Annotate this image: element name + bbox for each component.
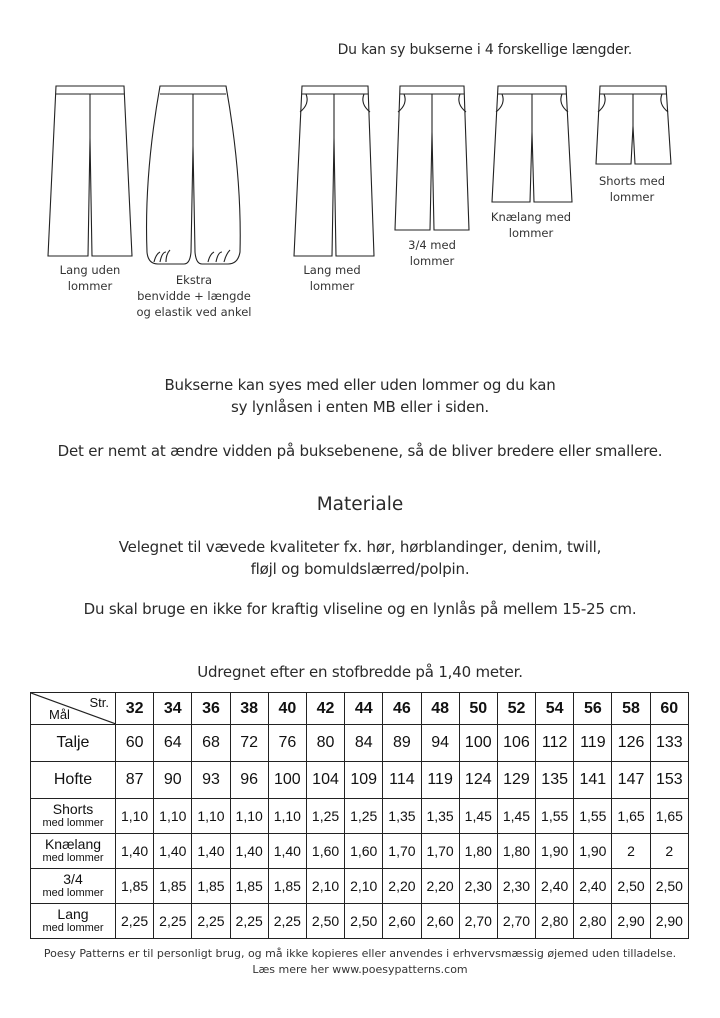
- caption-long-no-pockets: Lang uden lommer: [59, 263, 121, 293]
- caption-extra-wide: Ekstra benvidde + længde og elastik ved ankel: [136, 273, 252, 319]
- row-label-sub: med lommer: [42, 922, 104, 934]
- size-header: 46: [383, 693, 421, 725]
- table-cell: 2,70: [497, 904, 535, 939]
- row-label-text: Hofte: [53, 771, 93, 788]
- table-cell: 1,85: [116, 869, 154, 904]
- leg-width-text: Det er nemt at ændre vidden på buksebenene, så de bliver bredere eller smallere.: [57, 442, 663, 460]
- table-cell: 60: [116, 725, 154, 762]
- table-cell: 76: [268, 725, 306, 762]
- materials-heading: Materiale: [316, 494, 404, 515]
- size-header: 32: [116, 693, 154, 725]
- table-cell: 106: [497, 725, 535, 762]
- table-cell: 126: [612, 725, 650, 762]
- knee-pants-icon: [490, 86, 574, 206]
- table-cell: 2,50: [650, 869, 688, 904]
- caption-shorts: Shorts med lommer: [598, 174, 666, 204]
- table-row: [31, 762, 689, 799]
- table-cell: 90: [154, 762, 192, 799]
- table-cell: 104: [306, 762, 344, 799]
- table-cell: 1,25: [345, 799, 383, 834]
- size-header: 38: [230, 693, 268, 725]
- row-label: [31, 725, 116, 762]
- table-cell: 2,25: [116, 904, 154, 939]
- table-cell: 89: [383, 725, 421, 762]
- size-table: [30, 692, 689, 939]
- materials-text: Velegnet til vævede kvaliteter fx. hør, hørblandinger, denim, twill, fløjl og bomuldslærred/polpin.: [118, 538, 602, 578]
- size-header: 36: [192, 693, 230, 725]
- row-label-text: Lang: [57, 906, 89, 922]
- table-cell: 64: [154, 725, 192, 762]
- table-cell: 135: [536, 762, 574, 799]
- table-cell: 1,10: [192, 799, 230, 834]
- row-label-sub: med lommer: [42, 817, 104, 829]
- table-cell: 1,55: [574, 799, 612, 834]
- table-cell: 2,10: [306, 869, 344, 904]
- table-cell: 1,85: [268, 869, 306, 904]
- size-header: 52: [497, 693, 535, 725]
- row-label-sub: med lommer: [42, 852, 104, 864]
- caption-knee-length: Knælang med lommer: [490, 210, 572, 240]
- table-cell: 72: [230, 725, 268, 762]
- size-header: 40: [268, 693, 306, 725]
- size-header: 56: [574, 693, 612, 725]
- table-cell: 2,50: [306, 904, 344, 939]
- table-cell: 129: [497, 762, 535, 799]
- table-cell: 141: [574, 762, 612, 799]
- table-cell: 2,10: [345, 869, 383, 904]
- size-axis-label: Str.: [89, 695, 109, 710]
- table-cell: 2,25: [268, 904, 306, 939]
- row-label-text: 3/4: [63, 871, 83, 887]
- table-cell: 1,45: [497, 799, 535, 834]
- three-quarter-pants-icon: [392, 86, 472, 234]
- caption-three-quarter: 3/4 med lommer: [408, 238, 456, 268]
- row-label: [31, 869, 116, 904]
- table-cell: 2,20: [421, 869, 459, 904]
- interlining-text: Du skal bruge en ikke for kraftig vliseline og en lynlås på mellem 15-25 cm.: [83, 600, 637, 618]
- size-header: 60: [650, 693, 688, 725]
- table-cell: 1,35: [421, 799, 459, 834]
- table-cell: 2,60: [421, 904, 459, 939]
- table-cell: 1,40: [192, 834, 230, 869]
- table-cell: 1,40: [268, 834, 306, 869]
- table-cell: 1,10: [116, 799, 154, 834]
- table-cell: 1,35: [383, 799, 421, 834]
- size-header: 42: [306, 693, 344, 725]
- row-label: [31, 834, 116, 869]
- table-cell: 1,10: [154, 799, 192, 834]
- table-cell: 1,85: [192, 869, 230, 904]
- table-cell: 114: [383, 762, 421, 799]
- table-cell: 2,25: [230, 904, 268, 939]
- size-header: 34: [154, 693, 192, 725]
- table-cell: 2,20: [383, 869, 421, 904]
- table-cell: 2,40: [536, 869, 574, 904]
- long-pants-icon: [46, 86, 134, 261]
- table-cell: 2,25: [192, 904, 230, 939]
- row-label: [31, 799, 116, 834]
- row-label-text: Shorts: [52, 801, 94, 817]
- table-cell: 1,65: [650, 799, 688, 834]
- caption-long-pockets: Lang med lommer: [303, 263, 361, 293]
- table-cell: 1,10: [268, 799, 306, 834]
- table-row: [31, 869, 689, 904]
- table-cell: 2,90: [650, 904, 688, 939]
- intro-text: Du kan sy bukserne i 4 forskellige længder.: [337, 42, 632, 58]
- table-cell: 1,80: [459, 834, 497, 869]
- size-header-row: [31, 693, 689, 725]
- table-cell: 87: [116, 762, 154, 799]
- measure-axis-label: Mål: [49, 707, 70, 722]
- table-cell: 112: [536, 725, 574, 762]
- table-cell: 100: [268, 762, 306, 799]
- size-header: 48: [421, 693, 459, 725]
- table-cell: 1,40: [116, 834, 154, 869]
- table-corner-cell: [31, 693, 116, 725]
- table-cell: 1,25: [306, 799, 344, 834]
- table-cell: 2,50: [345, 904, 383, 939]
- table-cell: 1,60: [345, 834, 383, 869]
- table-cell: 1,90: [574, 834, 612, 869]
- row-label-text: Knælang: [44, 836, 102, 852]
- table-cell: 2,90: [612, 904, 650, 939]
- table-cell: 68: [192, 725, 230, 762]
- table-cell: 2,40: [574, 869, 612, 904]
- table-cell: 1,85: [230, 869, 268, 904]
- table-cell: 96: [230, 762, 268, 799]
- table-row: [31, 799, 689, 834]
- table-cell: 1,70: [421, 834, 459, 869]
- table-cell: 84: [345, 725, 383, 762]
- size-header: 44: [345, 693, 383, 725]
- table-cell: 93: [192, 762, 230, 799]
- table-row: [31, 904, 689, 939]
- table-cell: 153: [650, 762, 688, 799]
- table-cell: 80: [306, 725, 344, 762]
- table-cell: 2: [650, 834, 688, 869]
- table-cell: 2,80: [536, 904, 574, 939]
- table-cell: 1,40: [154, 834, 192, 869]
- table-cell: 1,45: [459, 799, 497, 834]
- table-cell: 2,60: [383, 904, 421, 939]
- pockets-zipper-text: Bukserne kan syes med eller uden lommer og du kan sy lynlåsen i enten MB eller i siden.: [164, 376, 556, 416]
- table-caption: Udregnet efter en stofbredde på 1,40 meter.: [197, 663, 523, 681]
- table-cell: 94: [421, 725, 459, 762]
- size-header: 58: [612, 693, 650, 725]
- table-cell: 109: [345, 762, 383, 799]
- table-cell: 1,40: [230, 834, 268, 869]
- copyright-notice: Poesy Patterns er til personligt brug, og må ikke kopieres eller anvendes i erhvervsmæssig øjemed uden tilladelse. Læs mere her www.poesypatterns.com: [43, 947, 677, 976]
- table-cell: 1,10: [230, 799, 268, 834]
- shorts-icon: [594, 86, 674, 168]
- table-cell: 1,80: [497, 834, 535, 869]
- table-cell: 119: [421, 762, 459, 799]
- table-cell: 124: [459, 762, 497, 799]
- table-cell: 147: [612, 762, 650, 799]
- long-pants-pockets-icon: [292, 86, 376, 261]
- table-cell: 1,60: [306, 834, 344, 869]
- table-cell: 1,85: [154, 869, 192, 904]
- table-cell: 1,70: [383, 834, 421, 869]
- row-label: [31, 904, 116, 939]
- size-header: 54: [536, 693, 574, 725]
- table-cell: 1,65: [612, 799, 650, 834]
- table-row: [31, 834, 689, 869]
- table-cell: 2,25: [154, 904, 192, 939]
- table-cell: 1,90: [536, 834, 574, 869]
- table-cell: 2,70: [459, 904, 497, 939]
- table-cell: 2,80: [574, 904, 612, 939]
- table-cell: 2: [612, 834, 650, 869]
- table-row: [31, 725, 689, 762]
- row-label: [31, 762, 116, 799]
- table-cell: 119: [574, 725, 612, 762]
- table-cell: 1,55: [536, 799, 574, 834]
- table-cell: 2,30: [459, 869, 497, 904]
- table-cell: 2,50: [612, 869, 650, 904]
- row-label-sub: med lommer: [42, 887, 104, 899]
- table-cell: 133: [650, 725, 688, 762]
- wide-pants-elastic-icon: [144, 86, 244, 268]
- row-label-text: Talje: [56, 734, 90, 751]
- table-cell: 2,30: [497, 869, 535, 904]
- size-header: 50: [459, 693, 497, 725]
- table-cell: 100: [459, 725, 497, 762]
